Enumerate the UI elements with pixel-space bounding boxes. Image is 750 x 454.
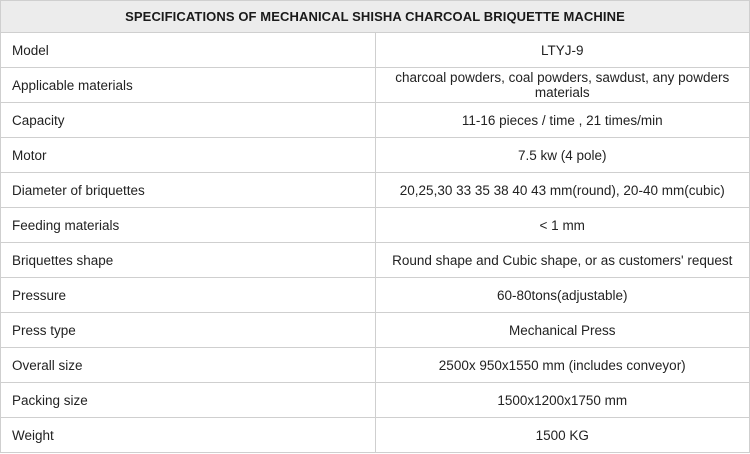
row-label: Model xyxy=(1,33,376,68)
row-label: Capacity xyxy=(1,103,376,138)
row-label: Applicable materials xyxy=(1,68,376,103)
table-row xyxy=(1,313,750,348)
row-value: Round shape and Cubic shape, or as customers' request xyxy=(375,243,750,278)
table-row xyxy=(1,418,750,453)
table-row xyxy=(1,103,750,138)
table-row xyxy=(1,383,750,418)
row-label: Overall size xyxy=(1,348,376,383)
table-row xyxy=(1,33,750,68)
row-label: Press type xyxy=(1,313,376,348)
table-header-row xyxy=(1,1,750,33)
row-label: Briquettes shape xyxy=(1,243,376,278)
row-value: 1500 KG xyxy=(375,418,750,453)
row-label: Weight xyxy=(1,418,376,453)
row-value: 11-16 pieces / time , 21 times/min xyxy=(375,103,750,138)
table-row xyxy=(1,243,750,278)
row-value: 20,25,30 33 35 38 40 43 mm(round), 20-40 mm(cubic) xyxy=(375,173,750,208)
row-value: 2500x 950x1550 mm (includes conveyor) xyxy=(375,348,750,383)
table-row xyxy=(1,208,750,243)
table-row xyxy=(1,348,750,383)
table-title: SPECIFICATIONS OF MECHANICAL SHISHA CHARCOAL BRIQUETTE MACHINE xyxy=(1,1,750,33)
table-row xyxy=(1,278,750,313)
row-value: charcoal powders, coal powders, sawdust, any powders materials xyxy=(375,68,750,103)
row-label: Motor xyxy=(1,138,376,173)
row-value: < 1 mm xyxy=(375,208,750,243)
row-value: 60-80tons(adjustable) xyxy=(375,278,750,313)
row-value: 1500x1200x1750 mm xyxy=(375,383,750,418)
row-label: Diameter of briquettes xyxy=(1,173,376,208)
row-label: Feeding materials xyxy=(1,208,376,243)
row-label: Packing size xyxy=(1,383,376,418)
row-label: Pressure xyxy=(1,278,376,313)
table-row xyxy=(1,138,750,173)
table-row xyxy=(1,173,750,208)
table-row xyxy=(1,68,750,103)
row-value: 7.5 kw (4 pole) xyxy=(375,138,750,173)
row-value: LTYJ-9 xyxy=(375,33,750,68)
row-value: Mechanical Press xyxy=(375,313,750,348)
